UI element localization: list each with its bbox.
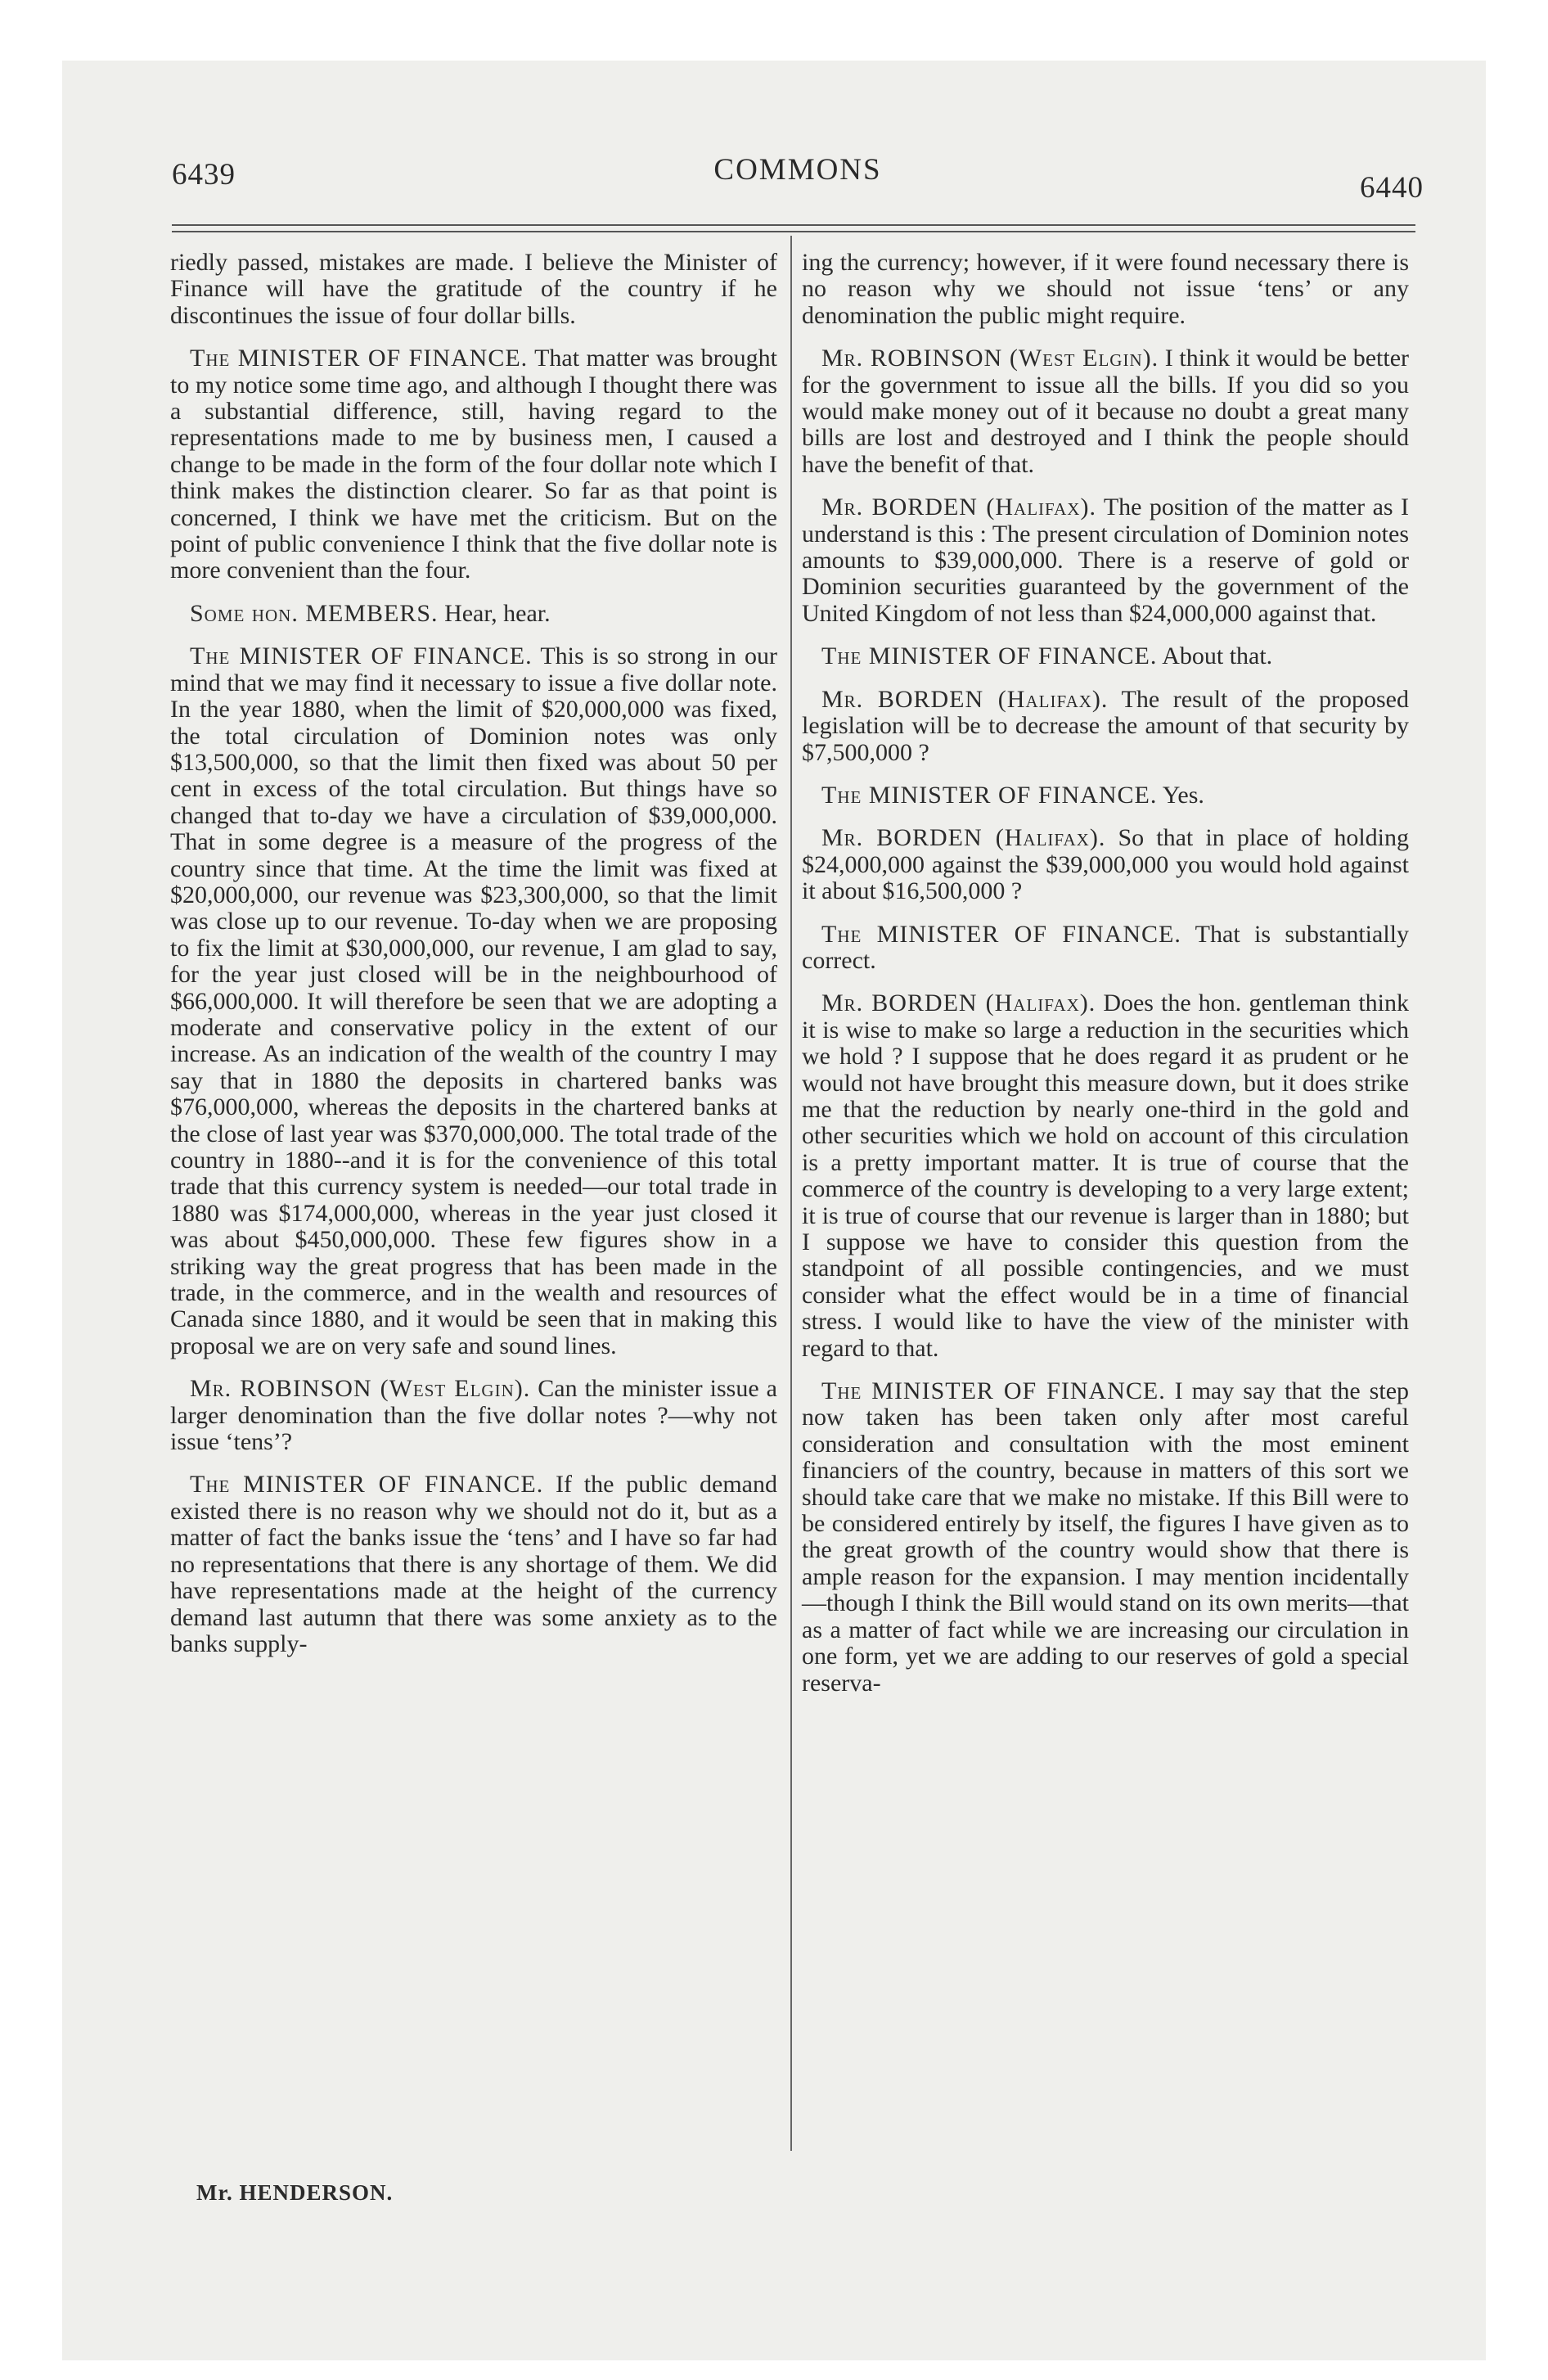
page-header — [172, 152, 1424, 205]
speech: Does the hon. gentleman think it is wise to make so large a reduction in the securities which we hold ? I suppose that he does regard it as prudent or he would not have brought this measure down, but it does strike me that the reduction by nearly one-third in the gold and other securities which we hold on account of this circulation is a pretty important matter. It is true of course that the commerce of the country is developing to a very large extent; it is true of course that our revenue is larger than in 1880; but I suppose we have to consider this question from the standpoint of all possible contingencies, and we must consider what the effect would be in a time of financial stress. I would like to have the view of the minister with regard to that. — [802, 989, 1410, 1362]
speech: Hear, hear. — [438, 599, 551, 627]
speech: The position of the matter as I understand is this : The present circulation of Dominion notes amounts to $39,000,000. There is a reserve of gold or Dominion securities guaranteed by the government of the United Kingdom of not less than $24,000,000 against that. — [802, 494, 1409, 627]
header-rule — [172, 224, 1415, 226]
speech: Yes. — [1157, 781, 1204, 809]
paragraph — [802, 825, 1409, 904]
speaker: Mr. BORDEN (Halifax). — [821, 685, 1109, 713]
page-number-left: 6439 — [172, 158, 236, 192]
speech: The result of the proposed legislation will be to decrease the amount of that security by $7,500,000 ? — [802, 685, 1410, 766]
paragraph — [802, 687, 1409, 766]
column-divider — [790, 236, 792, 2151]
paragraph: ing the currency; however, if it were found necessary there is no reason why we should not issue ‘tens’ or any denomination the public might require. — [802, 249, 1409, 329]
page-number-right: 6440 — [1360, 171, 1424, 205]
speaker: The MINISTER OF FINANCE. — [821, 1377, 1166, 1405]
speaker: Mr. ROBINSON (West Elgin). — [190, 1375, 531, 1403]
paragraph — [802, 345, 1409, 478]
paragraph: riedly passed, mistakes are made. I believe the Minister of Finance will have the gratitude of the country if he discontinues the issue of four dollar bills. — [170, 249, 777, 329]
speaker: The MINISTER OF FINANCE. — [190, 642, 533, 670]
paragraph — [170, 345, 777, 584]
speaker: Mr. BORDEN (Halifax). — [821, 824, 1106, 852]
speaker: The MINISTER OF FINANCE. — [821, 920, 1181, 948]
paragraph — [802, 782, 1409, 809]
speaker: The MINISTER OF FINANCE. — [190, 1471, 544, 1499]
speaker: The MINISTER OF FINANCE. — [821, 781, 1158, 809]
speaker: Some hon. MEMBERS. — [190, 599, 439, 627]
paragraph — [802, 643, 1409, 669]
speech: If the public demand existed there is no reason why we should not do it, but as a matter of fact the banks issue the ‘tens’ and I have so far had no representations that there is any shortage of them. We did have representations made at the height of the currency demand last autumn that there was some anxiety as to the banks supply- — [170, 1471, 777, 1657]
paragraph — [170, 601, 777, 627]
speech: I may say that the step now taken has been taken only after most careful consideration and consultation with the most eminent financiers of the country, because in matters of this sort we should take care that we make no mistake. If this Bill were to be considered entirely by itself, the figures I have given as to the great growth of the country would show that there is ample reason for the expansion. I may mention incidentally—though I think the Bill would stand on its own merits—that as a matter of fact while we are increasing our circulation in one form, yet we are adding to our reserves of gold a special reserva- — [802, 1377, 1410, 1697]
paragraph — [802, 494, 1409, 627]
right-column — [802, 250, 1409, 1713]
speech: Can the minister issue a larger denomination than the five dollar notes ?—why not issue ‘tens’? — [170, 1375, 777, 1456]
paragraph — [802, 922, 1409, 975]
paragraph — [802, 990, 1409, 1362]
paragraph — [170, 1376, 777, 1455]
header-rule-2 — [172, 231, 1415, 232]
speech: That matter was brought to my notice some time ago, and although I thought there was a substantial difference, still, having regard to the representations made to me by business men, I caused a change to be made in the form of the four dollar note which I think makes the distinction clearer. So far as that point is concerned, I think we have met the criticism. But on the point of public convenience I think that the five dollar note is more convenient than the four. — [170, 345, 777, 584]
speaker: The MINISTER OF FINANCE. — [821, 642, 1158, 670]
speaker: The MINISTER OF FINANCE. — [190, 345, 529, 372]
speaker: Mr. BORDEN (Halifax). — [821, 494, 1096, 521]
catchword-next-speaker: Mr. HENDERSON. — [196, 2180, 394, 2205]
speaker: Mr. BORDEN (Halifax). — [821, 989, 1096, 1017]
speech: About that. — [1157, 642, 1273, 670]
speech: That is substantially correct. — [802, 920, 1409, 974]
speech: So that in place of holding $24,000,000 against the $39,000,000 you would hold against it about $16,500,000 ? — [802, 824, 1409, 905]
paragraph — [170, 1472, 777, 1657]
paragraph — [170, 643, 777, 1359]
left-column — [170, 250, 777, 1674]
speech: This is so strong in our mind that we may find it necessary to issue a five dollar note. In the year 1880, when the limit of $20,000,000 was fixed, the total circulation of Dominion notes was only $13,500,000, so that the limit then fixed was about 50 per cent in excess of the total circulation. But things have so changed that to-day we have a circulation of $39,000,000. That in some degree is a measure of the progress of the country since that time. At the time the limit was fixed at $20,000,000, our revenue was $23,300,000, so that the limit was close up to our revenue. To-day when we are proposing to fix the limit at $30,000,000, our revenue, I am glad to say, for the year just closed will be in the neighbourhood of $66,000,000. It will therefore be seen that we are adopting a moderate and conservative policy in the extent of our increase. As an indication of the wealth of the country I may say that in 1880 the deposits in chartered banks was $76,000,000, whereas the deposits in the chartered banks at the close of last year was $370,000,000. The total trade of the country in 1880--and it is for the convenience of this total trade that this currency system is needed—our total trade in 1880 was $174,000,000, whereas in the year just closed it was about $450,000,000. These few figures show in a striking way the great progress that has been made in the trade, in the commerce, and in the wealth and resources of Canada since 1880, and it would be seen that in making this proposal we are on very safe and sound lines. — [170, 642, 777, 1359]
speech: I think it would be better for the government to issue all the bills. If you did so you would make money out of it because no doubt a great many bills are lost and destroyed and I think the people should have the benefit of that. — [802, 345, 1409, 478]
speaker: Mr. ROBINSON (West Elgin). — [821, 345, 1159, 372]
page-title: COMMONS — [713, 153, 882, 187]
paragraph — [802, 1378, 1409, 1697]
